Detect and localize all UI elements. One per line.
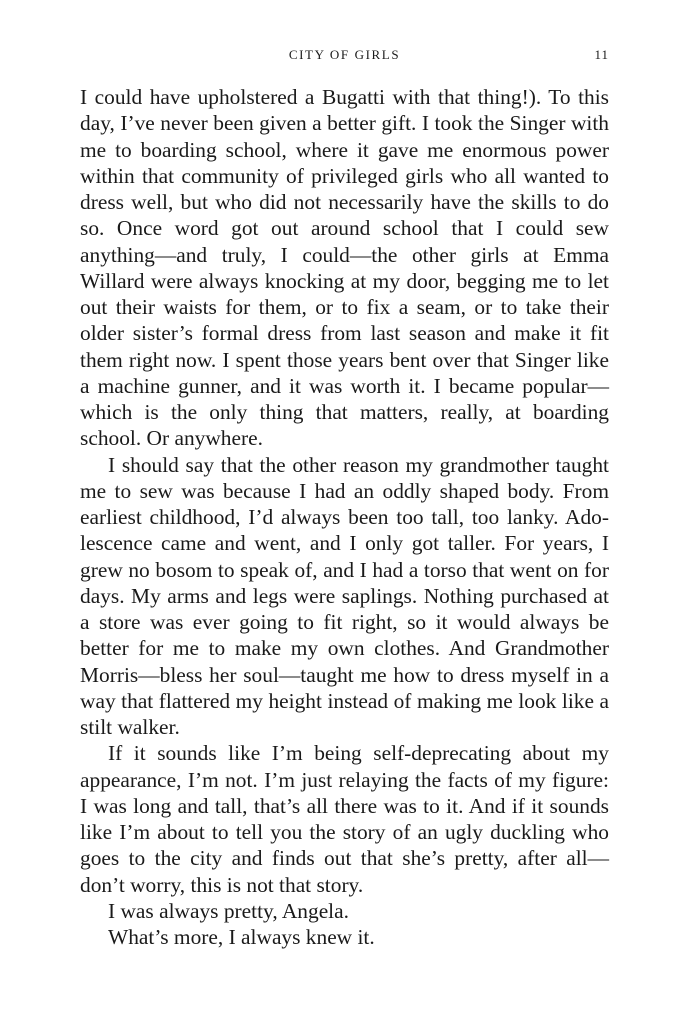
paragraph: If it sounds like I’m being self-deprecating about my appearance, I’m not. I’m just relaying the facts of my figure: I was long and tall, that’s all there was to it. And if it sounds like I’m about to tell you the story of an ugly duckling who goes to the city and finds out that she’s pretty, after all—don’t worry, this is not that story. bbox=[80, 741, 609, 897]
running-header bbox=[80, 47, 609, 67]
page-number: 11 bbox=[594, 47, 609, 62]
paragraph: I was always pretty, Angela. bbox=[108, 898, 349, 923]
running-title: CITY OF GIRLS bbox=[288, 47, 401, 62]
book-page bbox=[80, 0, 609, 1024]
paragraph: I should say that the other reason my grandmother taught me to sew was because I had an oddly shaped body. From earliest childhood, I’d always been too tall, too lanky. Adolescence came and went, and I only got taller. For years, I grew no bosom to speak of, and I had a torso that went on for days. My arms and legs were saplings. Nothing purchased at a store was ever going to fit right, so it would always be better for me to make my own clothes. And Grandmother Morris—bless her soul—taught me how to dress myself in a way that flattered my height instead of making me look like a stilt walker. bbox=[80, 452, 609, 739]
paragraph: What’s more, I always knew it. bbox=[108, 925, 375, 949]
paragraph: I could have upholstered a Bugatti with that thing!). To this day, I’ve never been given a better gift. I took the Singer with me to boarding school, where it gave me enormous power within that community of privileged girls who all wanted to dress well, but who did not necessarily have the skills to do so. Once word got out around school that I could sew anything—and truly, I could—the other girls at Emma Willard were always knocking at my door, begging me to let out their waists for them, or to fix a seam, or to take their older sister’s formal dress from last season and make it fit them right now. I spent those years bent over that Singer like a machine gunner, and it was worth it. I became popular—which is the only thing that matters, really, at boarding school. Or anywhere. bbox=[80, 85, 609, 451]
body-text bbox=[80, 84, 609, 950]
